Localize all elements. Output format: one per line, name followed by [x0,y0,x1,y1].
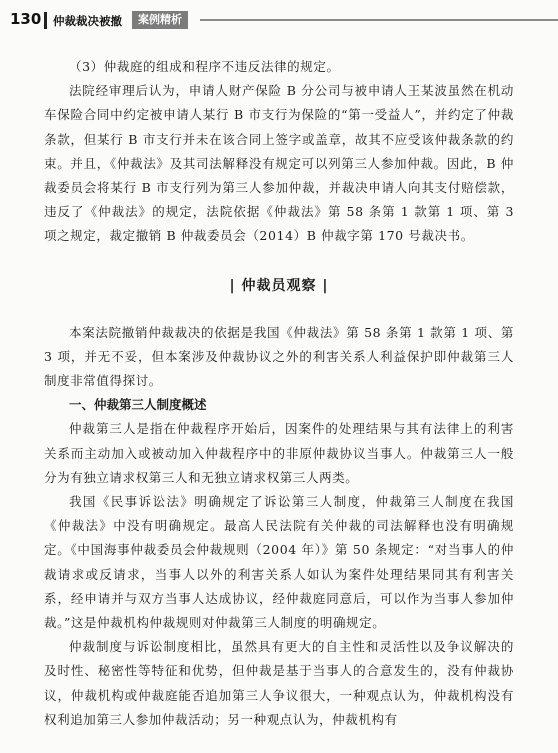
book-title: 仲裁裁决被撤 [53,14,122,28]
page-body [44,55,514,732]
page-number: 130 [10,10,42,28]
header-rule [200,19,558,21]
paragraph-analysis-intro: 本案法院撤销仲裁裁决的依据是我国《仲裁法》第 58 条第 1 款第 1 项、第 3 项，并无不妥，但本案涉及仲裁协议之外的利害关系人利益保护即仲裁第三人制度非常值得探讨。 [44,324,514,389]
paragraph-procedure: （3）仲裁庭的组成和程序不违反法律的规定。 [69,59,340,74]
header-divider [44,12,47,29]
paragraph-definition: 仲裁第三人是指在仲裁程序开始后，因案件的处理结果与其有法律上的利害关系而主动加入或被动加入仲裁程序中的非原仲裁协议当事人。仲裁第三人一般分为有独立请求权第三人和无独立请求权第三人两类。 [44,421,514,485]
paragraph-court-ruling: 法院经审理后认为，申请人财产保险 B 分公司与被申请人王某波虽然在机动车保险合同中约定被申请人某行 B 市支行为保险的“第一受益人”，并约定了仲裁条款，但某行 B 市支行并未在该合同上签字或盖章，故其不应受该仲裁条款的约束。并且，《仲裁法》及其司法解释没有规定可以列第三人参加仲裁。因此，B 仲裁委员会将某行 B 市支行列为第三人参加仲裁，并裁决申请人向其支付赔偿款，违反了《仲裁法》的规定，法院依据《仲裁法》第 58 条第 1 款第 1 项、第 3 项之规定，裁定撤销 B 仲裁委员会（2014）B 仲裁字第 170 号裁决书。 [44,83,514,244]
paragraph-legal-basis: 我国《民事诉讼法》明确规定了诉讼第三人制度，仲裁第三人制度在我国《仲裁法》中没有明确规定。最高人民法院有关仲裁的司法解释也没有明确规定。《中国海事仲裁委员会仲裁规则（2004 年）》第 50 条规定：“对当事人的仲裁请求或反请求，当事人以外的利害关系人如认为案件处理结果同其有利害关系，经申请并与双方当事人达成协议，经仲裁庭同意后，可以作为当事人参加仲裁。”这是仲裁机构仲裁规则对仲裁第三人制度的明确规定。 [44,494,514,631]
section-tag: 案例精析 [132,11,188,29]
page-header [0,0,558,40]
section-title: | 仲裁员观察 | [229,277,329,294]
paragraph-comparison: 仲裁制度与诉讼制度相比，虽然具有更大的自主性和灵活性以及争议解决的及时性、秘密性等特征和优势，但仲裁是基于当事人的合意发生的，没有仲裁协议，仲裁机构或仲裁庭能否追加第三人争议很大，一种观点认为，仲裁机构没有权利追加第三人参加仲裁活动；另一种观点认为，仲裁机构有 [44,639,514,727]
subheading: 一、仲裁第三人制度概述 [69,397,207,413]
